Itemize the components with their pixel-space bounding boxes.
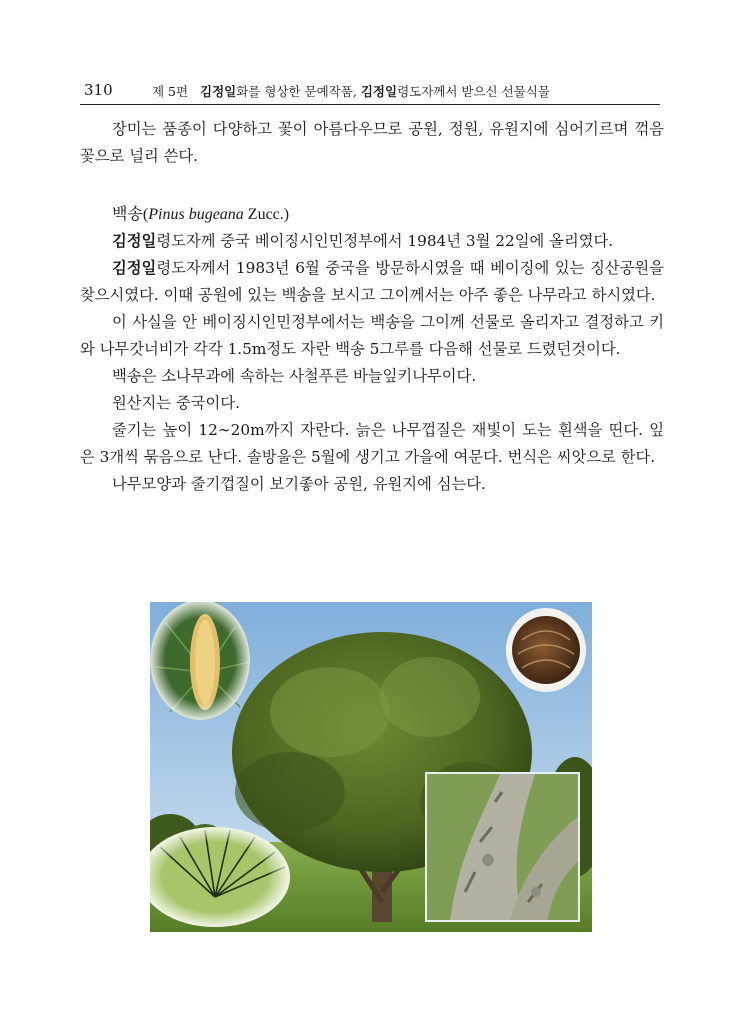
- part-label: 제 5편: [152, 84, 189, 99]
- section-heading: [80, 200, 664, 228]
- intro-block: [80, 116, 664, 170]
- pine-tree-photo-collage: [150, 602, 592, 932]
- body-paragraph-7: 나무모양과 줄기껍질이 보기좋아 공원, 유원지에 심는다.: [112, 475, 486, 493]
- section-title-latin: Pinus bugeana: [148, 206, 244, 223]
- leader-name: 김정일: [112, 232, 157, 250]
- body-paragraph-6: 줄기는 높이 12∼20m까지 자란다. 늙은 나무껍질은 재빛이 도는 흰색을 띤다. 잎은 3개씩 묶음으로 난다. 솔방울은 5월에 생기고 가을에 여문다. 번식은 씨앗으로 한다.: [80, 421, 664, 466]
- running-head-name-2: 김정일: [360, 84, 398, 99]
- section-title-open: (: [142, 206, 149, 223]
- section-title-korean: 백송: [112, 204, 143, 223]
- body-paragraph-4: 백송은 소나무과에 속하는 사철푸른 바늘잎키나무이다.: [112, 367, 477, 385]
- running-head-mid: 화를 형상한 문예작품,: [236, 84, 357, 99]
- bark-inset: [425, 772, 580, 922]
- body-paragraph-5: 원산지는 중국이다.: [112, 394, 240, 412]
- section-title-author: Zucc.): [243, 206, 290, 223]
- running-head: [152, 82, 550, 100]
- running-head-name-1: 김정일: [200, 84, 237, 99]
- body-paragraph-2: 김정일령도자께서 1983년 6월 중국을 방문하시였을 때 베이징에 있는 징산공원을 찾으시였다. 이때 공원에 있는 백송을 보시고 그이께서는 아주 좋은 나무라고 하시였다.: [80, 259, 664, 304]
- body-paragraph-1: 김정일령도자께 중국 베이징시인민정부에서 1984년 3월 22일에 올리였다.: [112, 232, 614, 250]
- running-head-end: 령도자께서 받으신 선물식물: [397, 84, 550, 99]
- intro-paragraph: 장미는 품종이 다양하고 꽃이 아름다우므로 공원, 정원, 유원지에 심어기르며 꺾음꽃으로 널리 쓴다.: [80, 120, 664, 165]
- leader-name: 김정일: [112, 259, 157, 277]
- pine-cone-inset: [506, 608, 586, 692]
- body-paragraph-3: 이 사실을 안 베이징시인민정부에서는 백송을 그이께 선물로 올리자고 결정하고 키와 나무갓너비가 각각 1.5m정도 자란 백송 5그루를 다음해 선물로 드렸던것이다.: [80, 313, 664, 358]
- main-text: [80, 200, 664, 498]
- male-cone-inset: [150, 602, 250, 720]
- collage-svg: [150, 602, 592, 932]
- page-header: [80, 78, 660, 105]
- page-number: 310: [84, 81, 113, 99]
